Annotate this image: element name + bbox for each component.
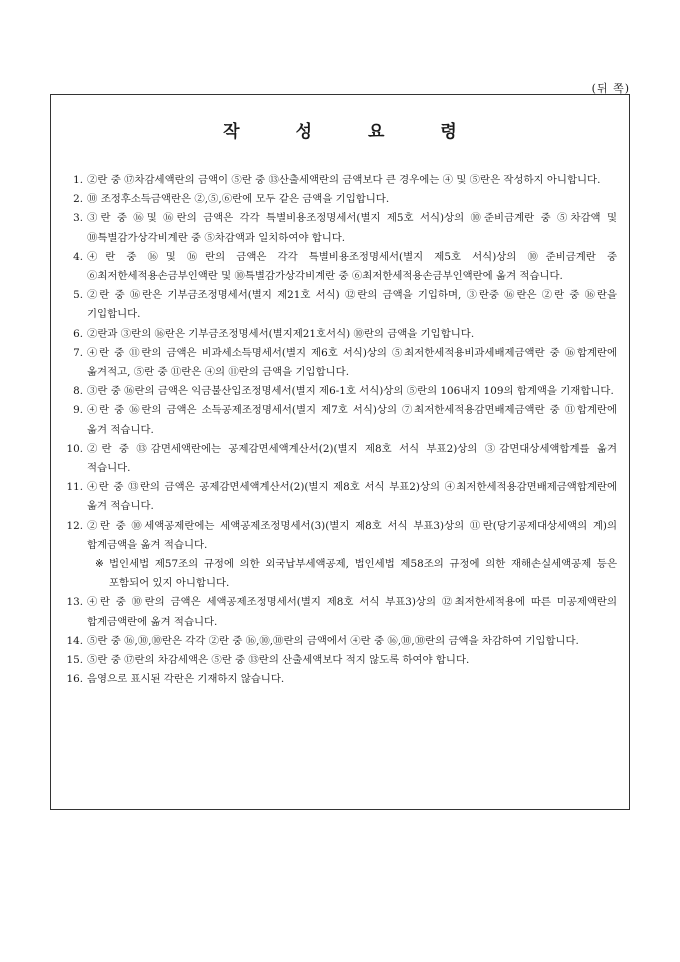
instructions-list bbox=[63, 171, 617, 689]
instruction-item-5 bbox=[63, 286, 617, 324]
page-side-label: (뒤 쪽) bbox=[591, 82, 630, 95]
instruction-item-6 bbox=[63, 325, 617, 344]
item-text: ⑩ 조정후소득금액란은 ②,⑤,⑥란에 모두 같은 금액을 기입합니다. bbox=[87, 193, 390, 206]
instructions-box bbox=[50, 94, 630, 810]
item-text: ④란 중 ⑬란의 금액은 공제감면세액계산서(2)(별지 제8호 서식 부표2)상의 ④최저한세적용감면배제금액합계란에 옮겨 적습니다. bbox=[87, 481, 617, 513]
instruction-item-2 bbox=[63, 190, 617, 209]
item-text: ②란 중 ⑬감면세액란에는 공제감면세액계산서(2)(별지 제8호 서식 부표2)상의 ③감면대상세액합계를 옮겨 적습니다. bbox=[87, 442, 617, 475]
item-text: ⑤란 중 ⑯,⑩,⑩란은 각각 ②란 중 ⑯,⑩,⑩란의 금액에서 ④란 중 ⑯,⑩,⑩란의 금액을 차감하여 기입합니다. bbox=[87, 634, 579, 647]
item-text: ②란 중 ⑰차감세액란의 금액이 ⑤란 중 ⑬산출세액란의 금액보다 큰 경우에는 ④ 및 ⑤란은 작성하지 아니합니다. bbox=[87, 174, 601, 186]
instruction-item-11 bbox=[63, 478, 617, 516]
item-text: 음영으로 표시된 각란은 기재하지 않습니다. bbox=[87, 673, 285, 686]
item-number: 1. bbox=[73, 174, 83, 186]
item-number: 8. bbox=[73, 385, 83, 398]
instruction-note bbox=[63, 555, 617, 593]
instruction-item-9 bbox=[63, 401, 617, 439]
item-text: ④란 중 ⑪란의 금액은 비과세소득명세서(별지 제6호 서식)상의 ⑤최저한세적용비과세배제금액란 중 ⑯합계란에 옮겨적고, ⑤란 중 ⑪란은 ④의 ⑪란의 금액을 기입합니다. bbox=[87, 346, 617, 379]
instruction-item-4 bbox=[63, 248, 617, 286]
instruction-item-8 bbox=[63, 382, 617, 401]
item-text: ②란 중 ⑯란은 기부금조정명세서(별지 제21호 서식) ⑫란의 금액을 기입하며, ③란중 ⑯란은 ②란 중 ⑯란을 기입합니다. bbox=[87, 289, 617, 321]
instruction-item-1 bbox=[63, 171, 617, 190]
item-text: ⑤란 중 ⑰란의 차감세액은 ⑤란 중 ⑬란의 산출세액보다 적지 않도록 하여야 합니다. bbox=[87, 654, 470, 667]
document-title: 작성요령 bbox=[223, 122, 513, 142]
note-text: 법인세법 제57조의 규정에 의한 외국납부세액공제, 법인세법 제58조의 규정에 의한 재해손실세액공제 등은 포함되어 있지 아니합니다. bbox=[109, 558, 617, 590]
item-number: 4. bbox=[73, 250, 83, 263]
item-number: 11. bbox=[66, 481, 83, 494]
item-number: 3. bbox=[73, 212, 83, 225]
item-number: 16. bbox=[66, 673, 83, 686]
item-text: ④란 중 ⑯란의 금액은 소득공제조정명세서(별지 제7호 서식)상의 ⑦최저한세적용감면배제금액란 중 ⑪합계란에 옮겨 적습니다. bbox=[87, 404, 617, 436]
item-number: 2. bbox=[73, 193, 83, 206]
item-number: 10. bbox=[66, 442, 83, 455]
item-text: ②란과 ③란의 ⑯란은 기부금조정명세서(별지제21호서식) ⑩란의 금액을 기입합니다. bbox=[87, 327, 475, 340]
item-text: ④란 중 ⑯및 ⑯란의 금액은 각각 특별비용조정명세서(별지 제5호 서식)상의 ⑩준비금계란 중 ⑥최저한세적용손금부인액란 및 ⑩특별감가상각비계란 중 ⑥최저한세적용손금부인액란에 옮겨 적습니다. bbox=[87, 250, 617, 283]
instruction-item-12 bbox=[63, 517, 617, 555]
item-number: 7. bbox=[73, 346, 83, 359]
instruction-item-10 bbox=[63, 440, 617, 478]
item-number: 6. bbox=[73, 327, 83, 340]
instruction-item-13 bbox=[63, 593, 617, 631]
item-number: 13. bbox=[66, 596, 83, 609]
instruction-item-15 bbox=[63, 651, 617, 670]
item-text: ③란 중 ⑯및 ⑯란의 금액은 각각 특별비용조정명세서(별지 제5호 서식)상의 ⑩준비금계란 중 ⑤차감액 및 ⑩특별감가상각비계란 중 ⑤차감액과 일치하여야 합니다. bbox=[87, 212, 617, 244]
item-number: 15. bbox=[66, 654, 83, 667]
item-number: 9. bbox=[73, 404, 83, 417]
item-text: ③란 중 ⑯란의 금액은 익금불산입조정명세서(별지 제6-1호 서식)상의 ⑤란의 106내지 109의 합계액을 기재합니다. bbox=[87, 385, 614, 398]
item-number: 12. bbox=[66, 519, 83, 532]
note-mark: ※ bbox=[95, 558, 104, 571]
item-text: ④란 중 ⑩란의 금액은 세액공제조정명세서(별지 제8호 서식 부표3)상의 ⑫최저한세적용에 따른 미공제액란의 합계금액란에 옮겨 적습니다. bbox=[87, 596, 617, 628]
instruction-item-7 bbox=[63, 344, 617, 382]
instruction-item-16 bbox=[63, 670, 617, 689]
instruction-item-14 bbox=[63, 632, 617, 651]
instruction-item-3 bbox=[63, 209, 617, 247]
item-text: ②란 중 ⑩세액공제란에는 세액공제조정명세서(3)(별지 제8호 서식 부표3)상의 ⑪란(당기공제대상세액의 계)의 합계금액을 옮겨 적습니다. bbox=[87, 519, 617, 551]
item-number: 5. bbox=[73, 289, 83, 302]
item-number: 14. bbox=[66, 634, 83, 647]
